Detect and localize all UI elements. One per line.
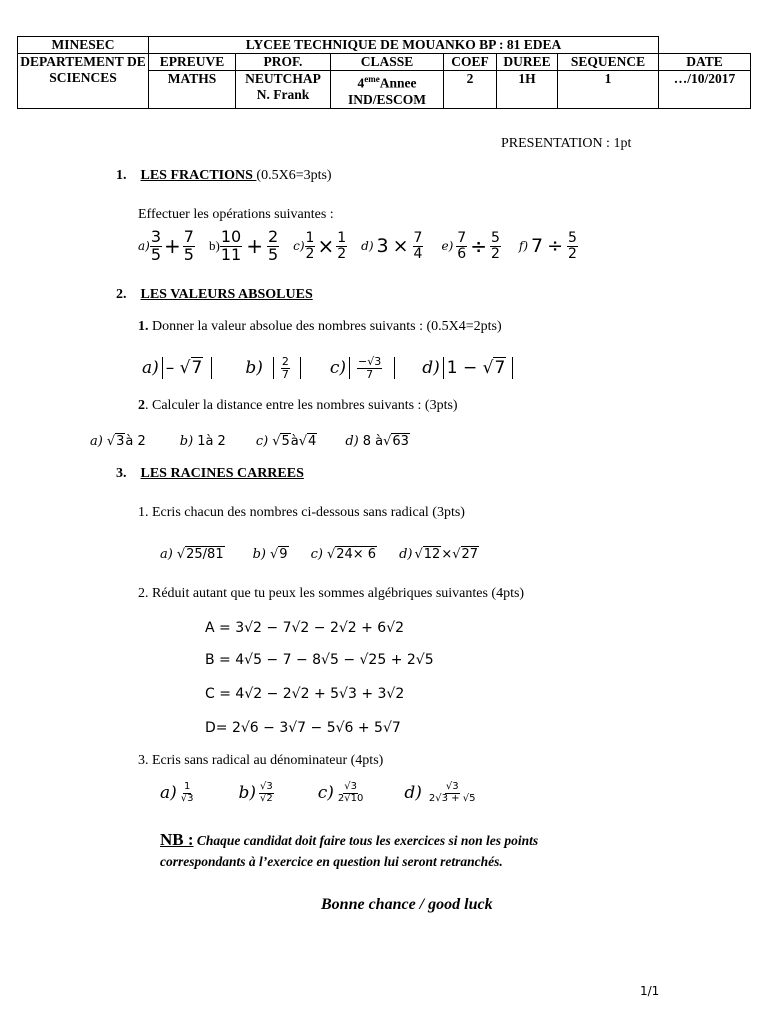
date-header (659, 54, 751, 71)
numerator: 5 (568, 229, 577, 246)
numerator: 2 (281, 354, 289, 368)
duree-header-text: DUREE (503, 54, 551, 69)
item-label: a) (160, 546, 173, 562)
root-exercise-c: c) √ 24× 6 (310, 546, 377, 562)
question-number: 2 (138, 398, 145, 413)
item-label: b) (238, 783, 257, 803)
prof-header-text: PROF. (263, 54, 303, 69)
roots-question-1: 1. Ecris chacun des nombres ci-dessous sans radical (3pts) (138, 505, 465, 520)
radicand: 25/81 (186, 546, 224, 562)
classe-value (331, 71, 444, 109)
rationalize-exercise-a (160, 782, 195, 804)
sequence-header (558, 54, 659, 71)
expression: 1 − √ (446, 358, 494, 378)
school-text: LYCEE TECHNIQUE DE MOUANKO BP : 81 EDEA (245, 37, 562, 52)
abs-exercise-a (142, 357, 215, 379)
section-number: 2. (116, 287, 127, 302)
fraction (413, 231, 424, 261)
fraction-exercise-d (361, 231, 423, 261)
fraction (180, 782, 195, 804)
classe-header-text: CLASSE (360, 54, 414, 69)
item-label: a) (138, 239, 150, 253)
fraction (428, 782, 477, 804)
denominator: √2 (260, 792, 273, 804)
numerator: 7 (183, 226, 194, 246)
fraction (259, 782, 274, 804)
duree-value (497, 71, 558, 109)
classe-header (331, 54, 444, 71)
nb-note (160, 830, 538, 850)
numerator: 7 (457, 229, 467, 246)
operator: × (392, 235, 409, 257)
date-value-text: …/10/2017 (673, 71, 736, 86)
numerator: 3 (150, 226, 162, 246)
ministry-text: MINESEC (51, 37, 115, 52)
fraction-exercise-a (138, 226, 195, 264)
classe-num: 4 (357, 75, 365, 91)
duree-header (497, 54, 558, 71)
section-points: (0.5X6=3pts) (256, 168, 332, 183)
absolute-value-exercises (142, 352, 516, 384)
radicand: 3 (116, 433, 125, 449)
section-number: 1. (116, 168, 127, 183)
classe-rest: Annee (379, 75, 417, 91)
abs-bar-right (211, 357, 212, 379)
item-label: d) (361, 239, 374, 253)
item-label: d) (422, 358, 440, 378)
item-label: c) (310, 546, 323, 562)
expression: 8 à (362, 433, 384, 449)
question-text: . Calculer la distance entre les nombres suivants : (3pts) (145, 398, 458, 413)
abs-question-2 (138, 398, 458, 414)
expression: – √ (165, 358, 191, 378)
distance-exercise-c: c) √ 5 à √ 4 (255, 433, 317, 449)
expression: à (290, 433, 299, 449)
section-title: LES RACINES CARREES (140, 466, 304, 481)
coef-value (444, 71, 497, 109)
denominator: 2 (490, 245, 500, 262)
question-text: Donner la valeur absolue des nombres suivants : (0.5X4=2pts) (148, 319, 502, 334)
section-2-heading (116, 287, 313, 303)
fraction-exercise-e (441, 231, 500, 261)
section-title: LES FRACTIONS (140, 168, 257, 183)
section-title: LES VALEURS ABSOLUES (140, 287, 313, 302)
expression: à 2 (125, 433, 146, 449)
fraction (336, 231, 347, 261)
numerator: 7 (413, 229, 423, 246)
numerator: −√3 (358, 354, 382, 368)
numerator: √3 (344, 781, 358, 792)
numerator: 10 (220, 226, 242, 246)
epreuve-value-text: MATHS (167, 71, 217, 86)
abs-question-1 (138, 319, 502, 335)
radicand: 5 (281, 433, 290, 449)
radicand: 12 (423, 546, 441, 562)
question-number: 1. (138, 319, 149, 334)
numerator: 1 (337, 229, 347, 246)
item-label: b) (245, 358, 263, 378)
fractions-instruction: Effectuer les opérations suivantes : (138, 207, 334, 222)
section-number: 3. (116, 466, 127, 481)
operator: ÷ (547, 235, 564, 257)
item-label: d) (345, 433, 359, 449)
nb-line-2: correspondants à l’exercice en question lui seront retranchés. (160, 854, 503, 869)
ministry-cell (18, 37, 149, 54)
prof-header (236, 54, 331, 71)
prof-name-2: N. Frank (256, 87, 310, 102)
equation-a: A = 3√2 − 7√2 − 2√2 + 6√2 (205, 620, 405, 636)
whole-number: 3 (376, 235, 389, 257)
distance-exercises (90, 430, 410, 452)
date-value (659, 71, 751, 109)
item-label: d) (399, 546, 413, 562)
rationalize-exercise-b (239, 782, 274, 804)
item-label: a) (160, 783, 177, 803)
numerator: √3 (445, 781, 459, 792)
equation-d: D= 2√6 − 3√7 − 5√6 + 5√7 (205, 720, 401, 736)
denominator: 7 (366, 367, 374, 381)
classe-value-2: IND/ESCOM (347, 91, 426, 107)
operator: × (441, 546, 453, 562)
department-cell (18, 54, 149, 109)
operator: ÷ (470, 234, 487, 258)
item-label: e) (441, 239, 454, 253)
item-label: f) (518, 239, 528, 253)
equation-c: C = 4√2 − 2√2 + 5√3 + 3√2 (205, 686, 405, 702)
sequence-value-text: 1 (604, 71, 612, 86)
fraction (305, 231, 316, 261)
denominator: 5 (183, 244, 194, 264)
coef-header (444, 54, 497, 71)
roots-exercises-1 (160, 542, 479, 566)
classe-sup: eme (364, 74, 380, 84)
radicand: 63 (392, 433, 409, 449)
date-header-text: DATE (686, 54, 723, 69)
item-label: b) (208, 238, 220, 253)
numerator: 2 (267, 226, 279, 246)
fraction (490, 231, 501, 261)
fraction (183, 226, 195, 264)
abs-bar-right (512, 357, 513, 379)
item-label: c) (293, 239, 305, 253)
distance-exercise-d: d) 8 à √ 63 (345, 433, 409, 449)
denominator: 2 (568, 245, 577, 262)
denominator: 2√10 (337, 792, 364, 804)
page-number: 1/1 (640, 984, 660, 998)
denominator: 11 (220, 244, 242, 264)
abs-bar-left (443, 357, 444, 379)
radicand: 27 (461, 546, 479, 562)
denominator: 6 (457, 245, 467, 262)
fractions-exercises (138, 228, 578, 264)
epreuve-header-text: EPREUVE (159, 54, 225, 69)
duree-value-text: 1H (518, 71, 536, 86)
abs-bar-right (300, 357, 301, 379)
operator: + (246, 234, 263, 258)
item-label: b) (252, 546, 266, 562)
operator: × (317, 234, 335, 258)
fraction (150, 226, 162, 264)
item-label: d) (404, 783, 422, 803)
abs-bar-left (273, 357, 274, 379)
abs-bar-left (349, 357, 350, 379)
radicand: 4 (308, 433, 317, 449)
denominator: √3 (180, 792, 194, 804)
numerator: 1 (183, 781, 191, 792)
radicand: 24× 6 (336, 546, 377, 562)
numerator: 1 (305, 229, 315, 246)
equation-b: B = 4√5 − 7 − 8√5 − √25 + 2√5 (205, 652, 434, 668)
sequence-value (558, 71, 659, 109)
item-label: b) (179, 433, 194, 449)
header-table (17, 36, 751, 109)
item-label: a) (90, 433, 103, 449)
rationalize-exercise-c (318, 782, 365, 804)
coef-header-text: COEF (451, 54, 489, 69)
distance-exercise-b (180, 434, 226, 449)
sequence-header-text: SEQUENCE (570, 54, 646, 69)
closing-wish: Bonne chance / good luck (321, 896, 493, 913)
numerator: 5 (490, 229, 500, 246)
fraction (337, 782, 364, 804)
fraction (456, 231, 467, 261)
expression: 1à 2 (197, 433, 226, 449)
item-label: c) (329, 358, 347, 378)
fraction-exercise-f (519, 231, 578, 261)
fraction (267, 226, 279, 264)
distance-exercise-a: a) √ 3 à 2 (90, 433, 146, 449)
root-exercise-a: a) √ 25/81 (160, 546, 224, 562)
prof-value (236, 71, 331, 109)
numerator: √3 (260, 781, 273, 792)
fraction-exercise-c (293, 231, 347, 261)
epreuve-header (149, 54, 236, 71)
abs-bar-left (162, 357, 163, 379)
abs-exercise-b (245, 356, 304, 380)
coef-value-text: 2 (466, 71, 474, 86)
abs-exercise-c (330, 356, 398, 380)
item-label: a) (142, 358, 159, 378)
rationalize-exercise-d (404, 782, 476, 804)
denominator: 5 (150, 244, 162, 264)
denominator: 7 (281, 367, 289, 381)
fraction (567, 231, 578, 261)
denominator: 2 (337, 245, 347, 262)
nb-line-1: Chaque candidat doit faire tous les exercices si non les points (193, 833, 539, 848)
school-cell (149, 37, 659, 54)
fraction (281, 356, 290, 380)
radicand: 7 (494, 358, 506, 378)
department-text: DEPARTEMENT DE SCIENCES (20, 54, 146, 85)
whole-number: 7 (531, 235, 544, 257)
item-label: c) (317, 783, 334, 803)
nb-label: NB : (160, 830, 194, 849)
fraction (220, 226, 242, 264)
root-exercise-b: b) √ 9 (252, 546, 288, 562)
operator: + (164, 234, 181, 258)
denominator: 5 (267, 244, 279, 264)
section-1-heading (116, 168, 332, 184)
roots-question-3: 3. Ecris sans radical au dénominateur (4pts) (138, 753, 384, 768)
denominator: 2 (305, 245, 315, 262)
fraction (357, 356, 382, 380)
presentation-note: PRESENTATION : 1pt (501, 136, 632, 151)
root-exercise-d: d) √ 12 × √ 27 (399, 546, 479, 562)
fraction-exercise-b (208, 226, 279, 264)
abs-exercise-d (422, 357, 516, 379)
radicand: 7 (191, 358, 203, 378)
radicand: 9 (279, 546, 288, 562)
section-3-heading (116, 466, 304, 482)
denominator: 4 (413, 245, 423, 262)
epreuve-value (149, 71, 236, 109)
item-label: c) (255, 433, 269, 449)
denominator: 2√3 + √5 (428, 792, 476, 804)
abs-bar-right (394, 357, 395, 379)
prof-name-1: NEUTCHAP (245, 71, 321, 86)
roots-exercises-3 (160, 774, 476, 812)
roots-question-2: 2. Réduit autant que tu peux les sommes algébriques suivantes (4pts) (138, 586, 525, 601)
